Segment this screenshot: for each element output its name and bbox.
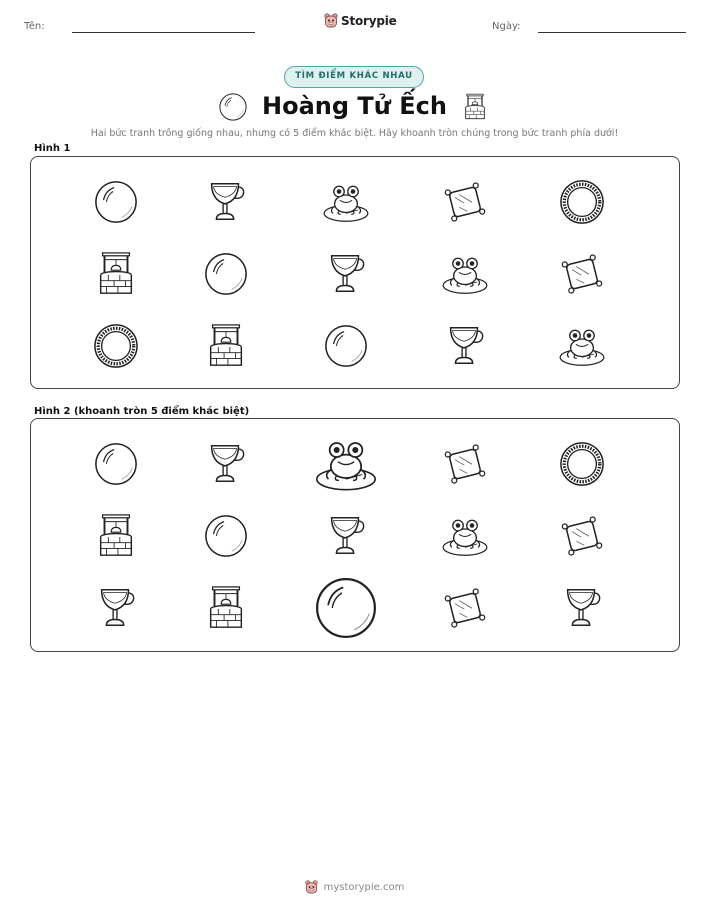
date-line[interactable] [538, 32, 686, 33]
instructions: Hai bức tranh trông giống nhau, nhưng có 5 điểm khác biệt. Hãy khoanh tròn chúng trong bức tranh phía dưới! [90, 128, 619, 139]
goblet-icon[interactable] [323, 513, 369, 559]
plate-icon[interactable] [93, 323, 139, 369]
plate-icon[interactable] [559, 441, 605, 487]
frog-icon[interactable] [557, 325, 607, 367]
orb-icon[interactable] [203, 513, 249, 559]
plate-icon[interactable] [559, 179, 605, 225]
orb-icon[interactable] [93, 441, 139, 487]
worksheet-type-badge: TÌM ĐIỂM KHÁC NHAU [284, 66, 424, 88]
well-icon[interactable] [203, 323, 249, 369]
orb-icon[interactable] [203, 251, 249, 297]
storypie-mascot-icon [324, 13, 338, 28]
goblet-icon[interactable] [93, 585, 139, 631]
orb-icon[interactable] [93, 179, 139, 225]
name-line[interactable] [72, 32, 255, 33]
pillow-icon[interactable] [442, 585, 488, 631]
pillow-icon[interactable] [442, 441, 488, 487]
brand-logo [324, 13, 397, 28]
date-label: Ngày: [492, 21, 521, 32]
goblet-icon[interactable] [323, 251, 369, 297]
goblet-icon[interactable] [442, 323, 488, 369]
picture-2-label: Hình 2 (khoanh tròn 5 điểm khác biệt) [34, 406, 250, 417]
footer-site: mystorypie.com [323, 881, 405, 893]
frog-icon[interactable] [309, 436, 383, 492]
well-icon[interactable] [93, 513, 139, 559]
well-icon[interactable] [203, 585, 249, 631]
footer [0, 880, 709, 894]
orb-icon[interactable] [313, 575, 379, 641]
well-icon [461, 91, 489, 123]
frog-icon[interactable] [321, 181, 371, 223]
title-row [0, 88, 709, 130]
pillow-icon[interactable] [559, 251, 605, 297]
pillow-icon[interactable] [559, 513, 605, 559]
storypie-mascot-icon [305, 880, 318, 894]
brand-name: Storypie [341, 13, 397, 28]
picture-1-panel [30, 156, 680, 389]
pillow-icon[interactable] [442, 179, 488, 225]
goblet-icon[interactable] [203, 441, 249, 487]
orb-icon[interactable] [323, 323, 369, 369]
goblet-icon[interactable] [559, 585, 605, 631]
frog-icon[interactable] [440, 515, 490, 557]
picture-1-label: Hình 1 [34, 143, 71, 154]
name-label: Tên: [24, 21, 45, 32]
picture-2-panel [30, 418, 680, 652]
well-icon[interactable] [93, 251, 139, 297]
goblet-icon[interactable] [203, 179, 249, 225]
page-title: Hoàng Tử Ếch [262, 92, 447, 120]
frog-icon[interactable] [440, 253, 490, 295]
